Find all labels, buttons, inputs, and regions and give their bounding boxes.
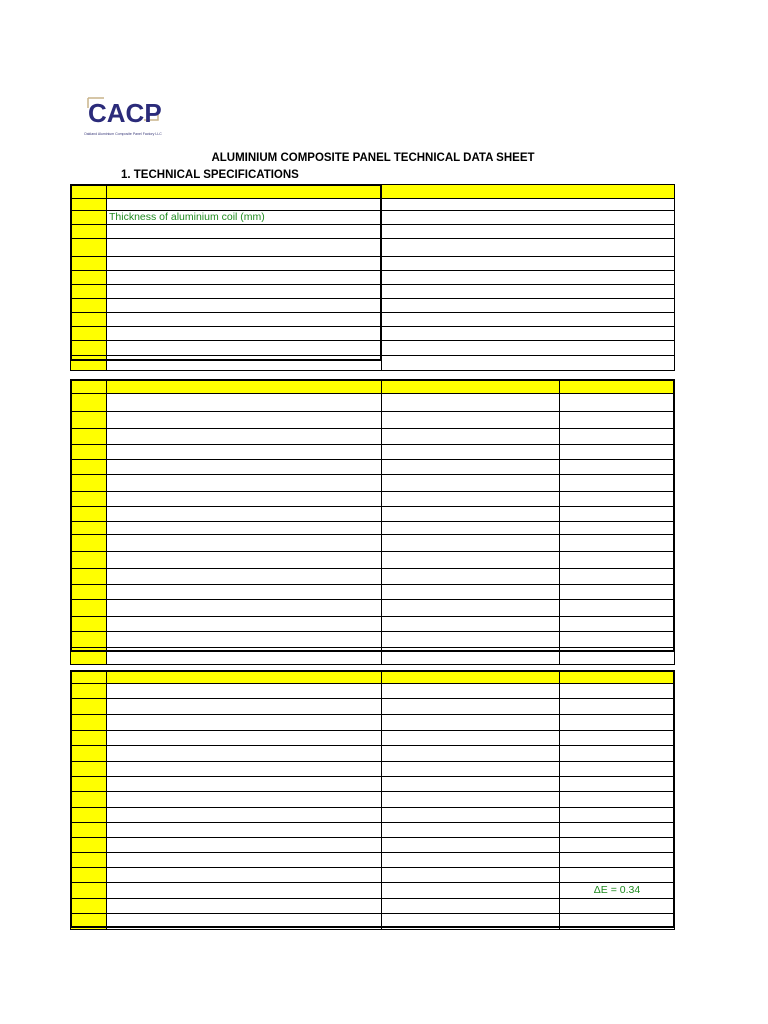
- table-row: [71, 271, 675, 285]
- document-title: ALUMINIUM COMPOSITE PANEL TECHNICAL DATA SHEET: [211, 152, 535, 164]
- table-row: [71, 684, 675, 699]
- result-cell: [560, 632, 675, 648]
- property-cell: [107, 838, 382, 853]
- result-cell: [560, 762, 675, 777]
- property-cell: [107, 883, 382, 899]
- property-cell: [107, 492, 382, 507]
- row-number-cell: [71, 257, 107, 271]
- property-cell: [107, 792, 382, 808]
- row-number-cell: [71, 914, 107, 930]
- test-method-cell: [382, 808, 560, 823]
- test-method-cell: [382, 585, 560, 600]
- row-number-cell: [71, 299, 107, 313]
- property-cell: [107, 777, 382, 792]
- table-row: [71, 535, 675, 552]
- row-number-cell: [71, 552, 107, 569]
- row-number-cell: [71, 853, 107, 868]
- table-row: [71, 285, 675, 299]
- header-cell: [71, 185, 107, 199]
- result-cell: [560, 535, 675, 552]
- row-number-cell: [71, 808, 107, 823]
- table-row: [71, 569, 675, 585]
- table-row: [71, 585, 675, 600]
- table-row: [71, 632, 675, 648]
- header-cell: [560, 671, 675, 684]
- spec-value-cell: [382, 356, 675, 371]
- header-cell: [382, 185, 675, 199]
- result-cell: [560, 569, 675, 585]
- result-cell: [560, 522, 675, 535]
- row-number-cell: [71, 460, 107, 475]
- test-method-cell: [382, 552, 560, 569]
- result-cell: [560, 899, 675, 914]
- spec-value-cell: [382, 199, 675, 211]
- row-number-cell: [71, 731, 107, 746]
- row-number-cell: [71, 271, 107, 285]
- test-method-cell: [382, 914, 560, 930]
- row-number-cell: [71, 239, 107, 257]
- result-cell: [560, 507, 675, 522]
- result-cell: [560, 853, 675, 868]
- spec-value-cell: [382, 327, 675, 341]
- table-row: [71, 299, 675, 313]
- header-cell: [71, 671, 107, 684]
- spec-value-cell: [382, 285, 675, 299]
- spec-label-cell: [107, 239, 382, 257]
- table-row: [71, 552, 675, 569]
- result-cell: [560, 492, 675, 507]
- header-cell: [560, 380, 675, 394]
- result-cell: [560, 394, 675, 412]
- header-cell: [71, 380, 107, 394]
- table-row: [71, 327, 675, 341]
- row-number-cell: [71, 445, 107, 460]
- spec-label-cell: [107, 327, 382, 341]
- property-cell: [107, 914, 382, 930]
- property-cell: [107, 746, 382, 762]
- table-row: [71, 777, 675, 792]
- row-number-cell: [71, 211, 107, 225]
- row-number-cell: [71, 429, 107, 445]
- test-method-cell: [382, 899, 560, 914]
- property-cell: [107, 684, 382, 699]
- test-method-cell: [382, 617, 560, 632]
- property-cell: [107, 600, 382, 617]
- test-method-cell: [382, 507, 560, 522]
- property-cell: [107, 522, 382, 535]
- spec-value-cell: [382, 299, 675, 313]
- row-number-cell: [71, 327, 107, 341]
- result-cell: [560, 585, 675, 600]
- result-cell: [560, 648, 675, 665]
- spec-value-cell: [382, 313, 675, 327]
- table-row: [71, 522, 675, 535]
- test-method-cell: [382, 394, 560, 412]
- row-number-cell: [71, 838, 107, 853]
- spec-value-cell: [382, 225, 675, 239]
- header-cell: [107, 380, 382, 394]
- row-number-cell: [71, 792, 107, 808]
- table-row: [71, 600, 675, 617]
- table-row: [71, 648, 675, 665]
- table-row: [71, 883, 675, 899]
- test-method-cell: [382, 699, 560, 715]
- property-cell: [107, 445, 382, 460]
- test-method-cell: [382, 838, 560, 853]
- section-title-technical-specifications: 1. TECHNICAL SPECIFICATIONS: [121, 169, 299, 181]
- company-logo: [84, 92, 162, 140]
- table-row: [71, 412, 675, 429]
- table-row: [71, 808, 675, 823]
- table-row: [71, 445, 675, 460]
- property-cell: [107, 762, 382, 777]
- header-cell: [107, 185, 382, 199]
- result-cell: [560, 792, 675, 808]
- spec-label-cell: [107, 341, 382, 356]
- row-number-cell: [71, 699, 107, 715]
- property-cell: [107, 699, 382, 715]
- spec-value-cell: [382, 239, 675, 257]
- spec-label-cell: Thickness of aluminium coil (mm): [107, 211, 382, 225]
- row-number-cell: [71, 585, 107, 600]
- table-row: [71, 715, 675, 731]
- row-number-cell: [71, 285, 107, 299]
- property-cell: [107, 552, 382, 569]
- result-cell: [560, 617, 675, 632]
- test-method-cell: [382, 522, 560, 535]
- row-number-cell: [71, 715, 107, 731]
- row-number-cell: [71, 777, 107, 792]
- row-number-cell: [71, 412, 107, 429]
- spec-value-cell: [382, 271, 675, 285]
- test-method-cell: [382, 460, 560, 475]
- test-method-cell: [382, 492, 560, 507]
- table-row: [71, 762, 675, 777]
- logo-tagline: Oakland Aluminium Composite Panel Factory LLC: [84, 132, 162, 136]
- table-row: [71, 868, 675, 883]
- spec-value-cell: [382, 341, 675, 356]
- row-number-cell: [71, 535, 107, 552]
- test-method-cell: [382, 600, 560, 617]
- test-method-cell: [382, 762, 560, 777]
- row-number-cell: [71, 868, 107, 883]
- result-cell: [560, 460, 675, 475]
- property-cell: [107, 617, 382, 632]
- row-number-cell: [71, 569, 107, 585]
- table-row: [71, 199, 675, 211]
- result-cell: [560, 600, 675, 617]
- result-cell: [560, 552, 675, 569]
- property-cell: [107, 475, 382, 492]
- row-number-cell: [71, 684, 107, 699]
- property-cell: [107, 535, 382, 552]
- test-method-cell: [382, 715, 560, 731]
- test-method-cell: [382, 445, 560, 460]
- row-number-cell: [71, 507, 107, 522]
- spec-label-cell: [107, 271, 382, 285]
- table-row: [71, 429, 675, 445]
- table-row: [71, 731, 675, 746]
- result-cell: [560, 808, 675, 823]
- test-method-cell: [382, 883, 560, 899]
- table-row: [71, 460, 675, 475]
- spec-label-cell: [107, 285, 382, 299]
- technical-specifications-table: [70, 184, 675, 371]
- row-number-cell: [71, 394, 107, 412]
- property-cell: [107, 868, 382, 883]
- row-number-cell: [71, 762, 107, 777]
- property-cell: [107, 585, 382, 600]
- row-number-cell: [71, 313, 107, 327]
- result-cell: [560, 746, 675, 762]
- property-cell: [107, 731, 382, 746]
- spec-label-cell: [107, 313, 382, 327]
- test-method-cell: [382, 792, 560, 808]
- logo-text: CACP: [88, 98, 162, 128]
- property-cell: [107, 808, 382, 823]
- table-row: [71, 211, 675, 225]
- properties-table-1: [70, 379, 675, 665]
- spec-label-cell: [107, 199, 382, 211]
- table-row: [71, 356, 675, 371]
- header-cell: [107, 671, 382, 684]
- table-row: [71, 239, 675, 257]
- test-method-cell: [382, 535, 560, 552]
- table-row: [71, 507, 675, 522]
- test-method-cell: [382, 475, 560, 492]
- test-method-cell: [382, 648, 560, 665]
- row-number-cell: [71, 746, 107, 762]
- result-cell: [560, 731, 675, 746]
- property-cell: [107, 569, 382, 585]
- test-method-cell: [382, 746, 560, 762]
- test-method-cell: [382, 823, 560, 838]
- table-row: [71, 792, 675, 808]
- table-row: [71, 492, 675, 507]
- property-cell: [107, 648, 382, 665]
- header-cell: [382, 380, 560, 394]
- result-cell: [560, 445, 675, 460]
- spec-label-cell: [107, 356, 382, 371]
- table-row: [71, 313, 675, 327]
- test-method-cell: [382, 429, 560, 445]
- row-number-cell: [71, 225, 107, 239]
- row-number-cell: [71, 475, 107, 492]
- table-row: [71, 853, 675, 868]
- properties-table-2: [70, 670, 675, 930]
- result-cell: [560, 429, 675, 445]
- test-method-cell: [382, 632, 560, 648]
- property-cell: [107, 899, 382, 914]
- row-number-cell: [71, 883, 107, 899]
- result-cell: [560, 868, 675, 883]
- result-cell: [560, 838, 675, 853]
- property-cell: [107, 823, 382, 838]
- result-cell: [560, 914, 675, 930]
- test-method-cell: [382, 569, 560, 585]
- row-number-cell: [71, 632, 107, 648]
- result-cell: [560, 699, 675, 715]
- test-method-cell: [382, 684, 560, 699]
- row-number-cell: [71, 823, 107, 838]
- property-cell: [107, 715, 382, 731]
- property-cell: [107, 632, 382, 648]
- spec-value-cell: [382, 257, 675, 271]
- row-number-cell: [71, 492, 107, 507]
- table-row: [71, 257, 675, 271]
- test-method-cell: [382, 853, 560, 868]
- test-method-cell: [382, 777, 560, 792]
- row-number-cell: [71, 899, 107, 914]
- test-method-cell: [382, 412, 560, 429]
- table-row: [71, 746, 675, 762]
- result-cell: [560, 412, 675, 429]
- property-cell: [107, 429, 382, 445]
- table-row: [71, 899, 675, 914]
- spec-label-cell: [107, 225, 382, 239]
- property-cell: [107, 507, 382, 522]
- property-cell: [107, 853, 382, 868]
- row-number-cell: [71, 199, 107, 211]
- property-cell: [107, 394, 382, 412]
- header-cell: [382, 671, 560, 684]
- property-cell: [107, 460, 382, 475]
- row-number-cell: [71, 522, 107, 535]
- table-row: [71, 475, 675, 492]
- table-row: [71, 341, 675, 356]
- result-cell: [560, 684, 675, 699]
- table-row: [71, 838, 675, 853]
- table-row: [71, 699, 675, 715]
- table-row: [71, 914, 675, 930]
- spec-value-cell: [382, 211, 675, 225]
- row-number-cell: [71, 341, 107, 356]
- row-number-cell: [71, 356, 107, 371]
- table-row: [71, 823, 675, 838]
- table-row: [71, 225, 675, 239]
- result-cell: [560, 715, 675, 731]
- spec-label-cell: [107, 299, 382, 313]
- row-number-cell: [71, 617, 107, 632]
- property-cell: [107, 412, 382, 429]
- spec-label-cell: [107, 257, 382, 271]
- test-method-cell: [382, 868, 560, 883]
- result-cell: [560, 777, 675, 792]
- delta-e-value: ΔE = 0.34: [560, 883, 675, 899]
- result-cell: [560, 823, 675, 838]
- result-cell: [560, 475, 675, 492]
- test-method-cell: [382, 731, 560, 746]
- table-row: [71, 617, 675, 632]
- table-row: [71, 394, 675, 412]
- row-number-cell: [71, 600, 107, 617]
- row-number-cell: [71, 648, 107, 665]
